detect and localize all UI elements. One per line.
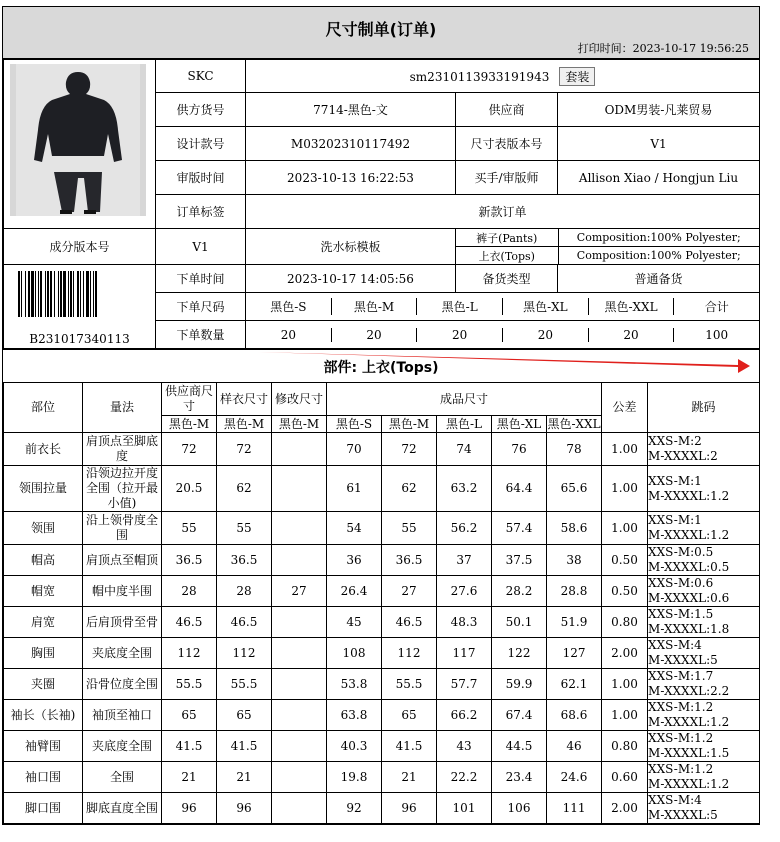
cell-s: 40.3 — [327, 731, 382, 762]
header-method: 量法 — [83, 383, 162, 433]
cell-tol: 0.80 — [602, 607, 648, 638]
composition-version-label: 成分版本号 — [4, 229, 156, 265]
cell-l: 101 — [437, 793, 492, 824]
grading-line: M-XXXXL:1.2 — [648, 715, 730, 729]
cell-part: 帽宽 — [4, 576, 83, 607]
cell-grading — [648, 607, 760, 638]
cell-m: 72 — [382, 433, 437, 466]
cell-s: 19.8 — [327, 762, 382, 793]
cell-s: 63.8 — [327, 700, 382, 731]
order-size-item: 黑色-XL — [503, 298, 589, 315]
barcode-number: B231017340113 — [29, 332, 130, 346]
table-row — [4, 700, 760, 731]
cell-method: 后肩顶骨至骨 — [83, 607, 162, 638]
tops-composition: Composition:100% Polyester; — [558, 247, 759, 265]
cell-xl: 76 — [492, 433, 547, 466]
order-time-value: 2023-10-17 14:05:56 — [246, 265, 456, 293]
grading-line: M-XXXXL:2 — [648, 449, 718, 463]
sub-header-cell: 黑色-XL — [492, 416, 547, 433]
cell-modify — [272, 433, 327, 466]
cell-tol: 2.00 — [602, 793, 648, 824]
cell-xxl: 62.1 — [547, 669, 602, 700]
order-qty-label: 下单数量 — [156, 321, 246, 349]
cell-l: 57.7 — [437, 669, 492, 700]
buyer-value: Allison Xiao / Hongjun Liu — [558, 161, 760, 195]
cell-tol: 0.50 — [602, 545, 648, 576]
cell-supplier: 28 — [162, 576, 217, 607]
table-row — [4, 669, 760, 700]
cell-supplier: 65 — [162, 700, 217, 731]
cell-xl: 28.2 — [492, 576, 547, 607]
cell-part: 胸围 — [4, 638, 83, 669]
cell-modify — [272, 607, 327, 638]
cell-sample: 65 — [217, 700, 272, 731]
sub-header-cell: 黑色-M — [217, 416, 272, 433]
cell-xl: 50.1 — [492, 607, 547, 638]
header-part: 部位 — [4, 383, 83, 433]
cell-method: 帽中度半围 — [83, 576, 162, 607]
grading-line: M-XXXXL:1.2 — [648, 528, 730, 542]
page-title: 尺寸制单(订单) — [325, 20, 437, 39]
cell-modify — [272, 466, 327, 512]
grading-line: XXS-M:1.2 — [648, 700, 714, 714]
cell-tol: 1.00 — [602, 700, 648, 731]
cell-modify — [272, 545, 327, 576]
cell-l: 43 — [437, 731, 492, 762]
cell-l: 66.2 — [437, 700, 492, 731]
grading-line: XXS-M:1.5 — [648, 607, 714, 621]
cell-modify — [272, 762, 327, 793]
cell-l: 48.3 — [437, 607, 492, 638]
cell-l: 117 — [437, 638, 492, 669]
cell-tol: 0.80 — [602, 731, 648, 762]
cell-xl: 64.4 — [492, 466, 547, 512]
cell-xxl: 51.9 — [547, 607, 602, 638]
cell-m: 112 — [382, 638, 437, 669]
order-info-table — [3, 59, 760, 349]
cell-sample: 36.5 — [217, 545, 272, 576]
order-qty-item: 100 — [705, 327, 729, 342]
order-qty-item: 20 — [589, 328, 675, 342]
sub-header-cell: 黑色-L — [437, 416, 492, 433]
cell-m: 55 — [382, 512, 437, 545]
cell-xxl: 78 — [547, 433, 602, 466]
order-size-item: 黑色-L — [417, 298, 503, 315]
table-row — [4, 512, 760, 545]
cell-part: 袖口围 — [4, 762, 83, 793]
cell-modify — [272, 638, 327, 669]
cell-s: 53.8 — [327, 669, 382, 700]
review-time-label: 审版时间 — [156, 161, 246, 195]
cell-m: 36.5 — [382, 545, 437, 576]
cell-l: 63.2 — [437, 466, 492, 512]
cell-s: 36 — [327, 545, 382, 576]
cell-xxl: 58.6 — [547, 512, 602, 545]
cell-m: 65 — [382, 700, 437, 731]
grading-line: XXS-M:1.7 — [648, 669, 714, 683]
cell-m: 41.5 — [382, 731, 437, 762]
cell-l: 22.2 — [437, 762, 492, 793]
cell-grading — [648, 700, 760, 731]
wash-label-template: 洗水标模板 — [246, 229, 456, 265]
cell-supplier: 72 — [162, 433, 217, 466]
cell-xxl: 46 — [547, 731, 602, 762]
cell-xxl: 111 — [547, 793, 602, 824]
cell-xl: 59.9 — [492, 669, 547, 700]
buyer-label: 买手/审版师 — [456, 161, 558, 195]
header-grading: 跳码 — [648, 383, 760, 433]
cell-modify — [272, 731, 327, 762]
cell-part: 夹圈 — [4, 669, 83, 700]
cell-l: 37 — [437, 545, 492, 576]
order-qty-list — [246, 328, 759, 342]
grading-line: M-XXXXL:0.6 — [648, 591, 730, 605]
cell-xl: 106 — [492, 793, 547, 824]
cell-supplier: 112 — [162, 638, 217, 669]
order-qty-cell — [246, 321, 760, 349]
cell-m: 46.5 — [382, 607, 437, 638]
cell-part: 前衣长 — [4, 433, 83, 466]
cell-grading — [648, 512, 760, 545]
cell-sample: 21 — [217, 762, 272, 793]
cell-tol: 0.50 — [602, 576, 648, 607]
cell-method: 夹底度全围 — [83, 731, 162, 762]
cell-method: 夹底度全围 — [83, 638, 162, 669]
cell-s: 54 — [327, 512, 382, 545]
order-size-cell — [246, 293, 760, 321]
cell-m: 21 — [382, 762, 437, 793]
cell-supplier: 55.5 — [162, 669, 217, 700]
cell-tol: 1.00 — [602, 512, 648, 545]
cell-sample: 46.5 — [217, 607, 272, 638]
composition-cell — [456, 229, 760, 265]
cell-l: 56.2 — [437, 512, 492, 545]
review-time-value: 2023-10-13 16:22:53 — [246, 161, 456, 195]
skc-label: SKC — [156, 60, 246, 93]
order-size-item: 黑色-S — [246, 298, 332, 315]
section-title: 部件: 上衣(Tops) — [323, 360, 439, 376]
cell-supplier: 20.5 — [162, 466, 217, 512]
cell-part: 帽高 — [4, 545, 83, 576]
cell-tol: 2.00 — [602, 638, 648, 669]
cell-sample: 55.5 — [217, 669, 272, 700]
cell-grading — [648, 669, 760, 700]
table-row — [4, 607, 760, 638]
grading-line: M-XXXXL:1.2 — [648, 777, 730, 791]
section-header — [3, 349, 759, 382]
pants-label: 裤子(Pants) — [456, 229, 558, 247]
cell-method: 脚底直度全围 — [83, 793, 162, 824]
table-row — [4, 793, 760, 824]
cell-grading — [648, 731, 760, 762]
table-row — [4, 638, 760, 669]
tops-label: 上衣(Tops) — [456, 247, 558, 265]
grading-line: M-XXXXL:1.8 — [648, 622, 730, 636]
header-tolerance: 公差 — [602, 383, 648, 433]
cell-l: 27.6 — [437, 576, 492, 607]
stock-type-value: 普通备货 — [558, 265, 760, 293]
cell-xl: 23.4 — [492, 762, 547, 793]
cell-method: 沿骨位度全围 — [83, 669, 162, 700]
cell-m: 96 — [382, 793, 437, 824]
grading-line: M-XXXXL:2.2 — [648, 684, 730, 698]
size-sheet — [2, 6, 760, 825]
cell-supplier: 55 — [162, 512, 217, 545]
size-version-value: V1 — [558, 127, 760, 161]
cell-modify — [272, 669, 327, 700]
table-row — [4, 545, 760, 576]
cell-method: 肩顶点至帽顶 — [83, 545, 162, 576]
cell-sample: 72 — [217, 433, 272, 466]
cell-part: 袖长（长袖) — [4, 700, 83, 731]
grading-line: M-XXXXL:5 — [648, 808, 718, 822]
cell-supplier: 41.5 — [162, 731, 217, 762]
cell-grading — [648, 466, 760, 512]
supplier-code-label: 供方货号 — [156, 93, 246, 127]
cell-modify — [272, 512, 327, 545]
grading-line: XXS-M:4 — [648, 793, 702, 807]
order-size-item: 黑色-XXL — [589, 298, 675, 315]
table-row — [4, 762, 760, 793]
cell-tol: 0.60 — [602, 762, 648, 793]
cell-part: 领围拉量 — [4, 466, 83, 512]
grading-line: M-XXXXL:0.5 — [648, 560, 730, 574]
cell-grading — [648, 545, 760, 576]
cell-s: 61 — [327, 466, 382, 512]
skc-cell — [246, 60, 760, 93]
pants-composition: Composition:100% Polyester; — [576, 231, 741, 244]
title-bar — [3, 7, 759, 59]
print-time: 打印时间：2023-10-17 19:56:25 — [577, 42, 749, 55]
cell-method: 肩顶点至脚底度 — [83, 433, 162, 466]
cell-supplier: 46.5 — [162, 607, 217, 638]
sub-header-cell: 黑色-M — [382, 416, 437, 433]
grading-line: XXS-M:4 — [648, 638, 702, 652]
grading-line: XXS-M:1 — [648, 473, 702, 488]
sub-header-cell: 黑色-S — [327, 416, 382, 433]
sub-header-cell: 黑色-M — [272, 416, 327, 433]
cell-xl: 37.5 — [492, 545, 547, 576]
grading-line: M-XXXXL:1.2 — [648, 488, 730, 503]
order-size-item: 合计 — [704, 300, 729, 314]
order-tag-value: 新款订单 — [246, 195, 760, 229]
sub-header-cell: 黑色-XXL — [547, 416, 601, 431]
grading-line: XXS-M:1.2 — [648, 762, 714, 776]
cell-sample: 96 — [217, 793, 272, 824]
cell-xxl: 65.6 — [547, 466, 602, 512]
header-sample-size: 样衣尺寸 — [217, 383, 272, 416]
cell-part: 脚口围 — [4, 793, 83, 824]
cell-tol: 1.00 — [602, 466, 648, 512]
cell-part: 肩宽 — [4, 607, 83, 638]
grading-line: XXS-M:1.2 — [648, 731, 714, 745]
header-supplier-size: 供应商尺寸 — [162, 383, 217, 416]
order-size-item: 黑色-M — [332, 298, 418, 315]
cell-xl: 57.4 — [492, 512, 547, 545]
cell-sample: 28 — [217, 576, 272, 607]
order-tag-label: 订单标签 — [156, 195, 246, 229]
header-finished-size: 成品尺寸 — [327, 383, 602, 416]
cell-xxl: 68.6 — [547, 700, 602, 731]
cell-sample: 112 — [217, 638, 272, 669]
cell-xxl: 28.8 — [547, 576, 602, 607]
cell-m: 27 — [382, 576, 437, 607]
supplier-code-value: 7714-黑色-文 — [246, 93, 456, 127]
size-version-label: 尺寸表版本号 — [456, 127, 558, 161]
cell-m: 55.5 — [382, 669, 437, 700]
cell-s: 45 — [327, 607, 382, 638]
order-size-list — [246, 298, 759, 315]
cell-part: 领围 — [4, 512, 83, 545]
supplier-label: 供应商 — [456, 93, 558, 127]
cell-xxl: 24.6 — [547, 762, 602, 793]
cell-method: 袖顶至袖口 — [83, 700, 162, 731]
sub-header-cell: 黑色-M — [162, 416, 217, 433]
header-modify-size: 修改尺寸 — [272, 383, 327, 416]
cell-s: 92 — [327, 793, 382, 824]
hoodie-outfit-photo-icon — [10, 64, 146, 216]
cell-s: 108 — [327, 638, 382, 669]
cell-method: 沿上领骨度全围 — [83, 512, 162, 545]
order-qty-item: 20 — [503, 328, 589, 342]
size-rows — [4, 433, 760, 824]
barcode-icon — [18, 271, 142, 317]
size-table — [3, 382, 760, 824]
design-label: 设计款号 — [156, 127, 246, 161]
barcode-cell — [4, 265, 156, 349]
cell-grading — [648, 576, 760, 607]
grading-line: XXS-M:2 — [648, 434, 702, 448]
cell-xl: 44.5 — [492, 731, 547, 762]
cell-modify — [272, 700, 327, 731]
grading-line: M-XXXXL:5 — [648, 653, 718, 667]
table-row — [4, 576, 760, 607]
cell-grading — [648, 638, 760, 669]
table-row — [4, 731, 760, 762]
grading-line: M-XXXXL:1.5 — [648, 746, 730, 760]
order-qty-item: 20 — [246, 328, 332, 342]
grading-line: XXS-M:0.6 — [648, 576, 714, 590]
cell-xxl: 38 — [547, 545, 602, 576]
cell-s: 70 — [327, 433, 382, 466]
cell-sample: 62 — [217, 466, 272, 512]
cell-supplier: 36.5 — [162, 545, 217, 576]
table-row — [4, 466, 760, 512]
grading-line: XXS-M:1 — [648, 513, 702, 527]
table-row — [4, 433, 760, 466]
order-qty-item: 20 — [417, 328, 503, 342]
cell-supplier: 21 — [162, 762, 217, 793]
cell-tol: 1.00 — [602, 433, 648, 466]
cell-tol: 1.00 — [602, 669, 648, 700]
cell-method: 全围 — [83, 762, 162, 793]
stock-type-label: 备货类型 — [456, 265, 558, 293]
composition-version-value: V1 — [156, 229, 246, 265]
cell-part: 袖臂围 — [4, 731, 83, 762]
cell-xl: 67.4 — [492, 700, 547, 731]
cell-grading — [648, 433, 760, 466]
cell-grading — [648, 762, 760, 793]
order-size-label: 下单尺码 — [156, 293, 246, 321]
cell-sample: 41.5 — [217, 731, 272, 762]
skc-value: sm2310113933191943 — [409, 69, 550, 84]
supplier-value: ODM男装-凡莱贸易 — [558, 93, 760, 127]
set-tag: 套装 — [559, 67, 595, 86]
cell-grading — [648, 793, 760, 824]
cell-method: 沿领边拉开度全围（拉开最小值) — [83, 466, 162, 512]
design-value: M03202310117492 — [246, 127, 456, 161]
order-time-label: 下单时间 — [156, 265, 246, 293]
cell-modify — [272, 793, 327, 824]
cell-xl: 122 — [492, 638, 547, 669]
product-photo — [4, 60, 156, 229]
cell-xxl: 127 — [547, 638, 602, 669]
grading-line: XXS-M:0.5 — [648, 545, 714, 559]
cell-supplier: 96 — [162, 793, 217, 824]
cell-s: 26.4 — [327, 576, 382, 607]
order-qty-item: 20 — [332, 328, 418, 342]
cell-l: 74 — [437, 433, 492, 466]
cell-sample: 55 — [217, 512, 272, 545]
cell-modify: 27 — [272, 576, 327, 607]
cell-m: 62 — [382, 466, 437, 512]
